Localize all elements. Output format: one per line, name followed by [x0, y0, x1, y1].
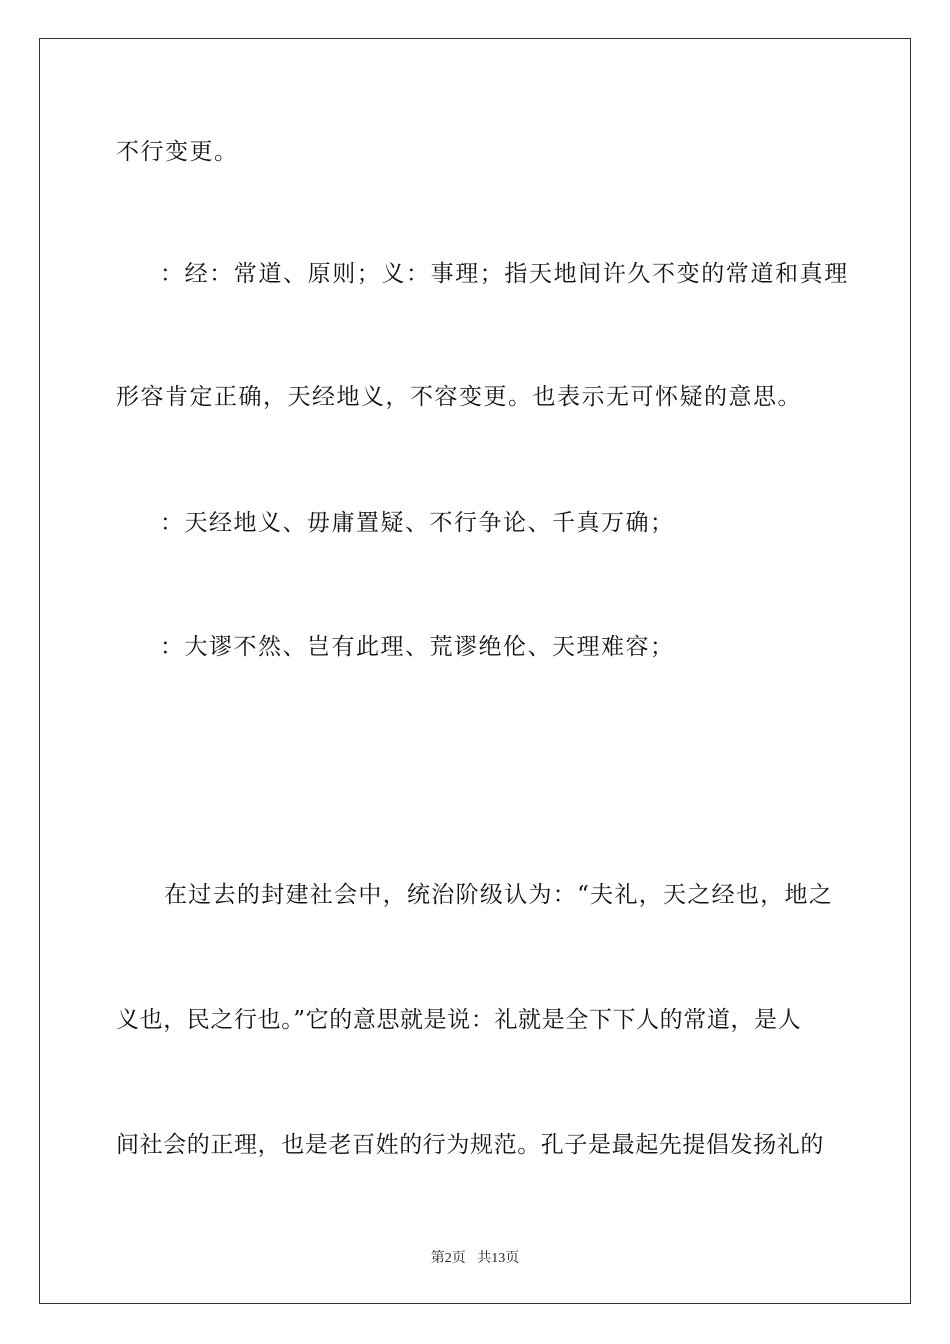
text-line-6: 在过去的封建社会中，统治阶级认为：“夫礼，天之经也，地之 — [164, 882, 834, 908]
text-line-8: 间社会的正理，也是老百姓的行为规范。孔子是最起先提倡发扬礼的 — [116, 1132, 824, 1158]
text-line-3: 形容肯定正确，天经地义，不容变更。也表示无可怀疑的意思。 — [116, 384, 802, 410]
text-line-2 — [160, 259, 849, 289]
text-line-2-content: ：经：常道、原则；义：事理；指天地间许久不变的常道和真理 — [160, 261, 849, 287]
page-footer — [0, 1247, 950, 1267]
text-line-1: 不行变更。 — [116, 139, 239, 165]
text-line-5: ：大谬不然、岂有此理、荒谬绝伦、天理难容； — [160, 634, 675, 660]
page-current: 第2页 — [430, 1251, 466, 1266]
text-line-4: ：天经地义、毋庸置疑、不行争论、千真万确； — [160, 510, 675, 536]
page-total: 共13页 — [477, 1251, 520, 1266]
page-frame — [39, 38, 911, 1304]
text-line-7: 义也，民之行也。”它的意思就是说：礼就是全下下人的常道，是人 — [116, 1007, 802, 1033]
